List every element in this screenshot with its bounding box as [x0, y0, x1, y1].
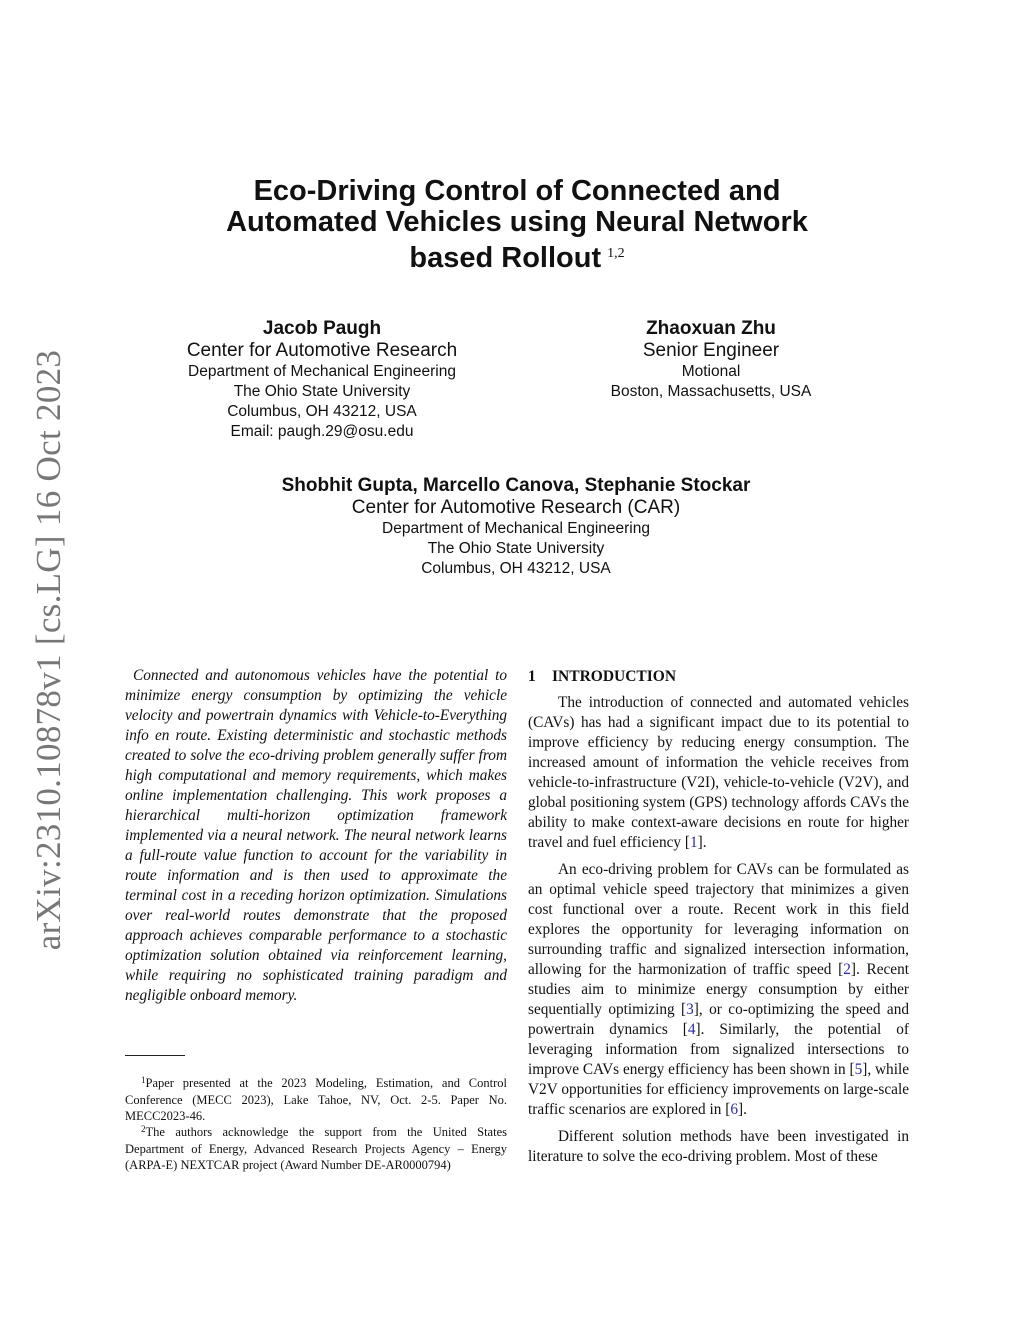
author-name: Zhaoxuan Zhu — [646, 318, 776, 339]
paper-title-line-1: Eco-Driving Control of Connected and — [253, 175, 781, 207]
footnote-rule — [125, 1055, 185, 1056]
author-block-group — [200, 475, 832, 579]
author-affiliation: Center for Automotive Research (CAR) — [351, 497, 681, 518]
footnote-2 — [125, 1121, 507, 1174]
text-run: ], or co-optimizing the speed and powertrain dynamics [ — [528, 1001, 909, 1038]
citation-link[interactable]: 3 — [686, 1001, 694, 1018]
text-run: ]. — [697, 834, 707, 851]
paper-title-line-3-text: based Rollout — [409, 242, 602, 274]
title-footnote-marks: 1,2 — [607, 246, 625, 261]
author-university: The Ohio State University — [427, 540, 605, 557]
section-heading — [528, 668, 676, 686]
intro-paragraph-1 — [528, 693, 909, 853]
text-run: ]. — [737, 1101, 747, 1118]
arxiv-identifier-text: arXiv:2310.10878v1 [cs.LG] 16 Oct 2023 — [29, 349, 69, 951]
paper-title-line-3 — [160, 238, 874, 274]
author-university: The Ohio State University — [233, 383, 411, 400]
author-email: Email: paugh.29@osu.edu — [230, 423, 414, 440]
author-location: Columbus, OH 43212, USA — [227, 403, 417, 420]
text-run: The introduction of connected and automated vehicles (CAVs) has had a significant impact due to its potential to improve efficiency by reducing energy consumption. The increased amount of information the vehicle receives from vehicle-to-infrastructure (V2I), vehicle-to-vehicle (V2V), and global positioning system (GPS) technology affords CAVs the ability to make context-aware decisions en route for higher travel and fuel efficiency [ — [528, 694, 909, 851]
intro-paragraph-3: Different solution methods have been investigated in literature to solve the eco-driving problem. Most of these — [528, 1128, 909, 1165]
arxiv-identifier — [21, 349, 77, 951]
author-title: Senior Engineer — [642, 340, 780, 361]
citation-link[interactable]: 5 — [854, 1061, 863, 1078]
section-number: 1 — [528, 668, 536, 685]
author-location: Boston, Massachusetts, USA — [610, 383, 812, 400]
footnote-text: The authors acknowledge the support from the United States Department of Energy, Advanced Research Projects Agency – Energy (ARPA-E) NEXTCAR project (Award Number DE-AR0000794) — [125, 1125, 507, 1172]
text-run: ], while V2V opportunities for efficiency improvements on large-scale traffic scenarios are explored in [ — [528, 1061, 909, 1118]
author-name: Jacob Paugh — [262, 318, 382, 339]
citation-link[interactable]: 4 — [687, 1021, 696, 1038]
author-location: Columbus, OH 43212, USA — [421, 560, 611, 577]
author-department: Department of Mechanical Engineering — [188, 363, 456, 380]
author-block-paugh — [162, 318, 482, 442]
footnote-1 — [125, 1072, 507, 1125]
citation-link[interactable]: 6 — [730, 1101, 738, 1118]
text-run: An eco-driving problem for CAVs can be formulated as an optimal vehicle speed trajectory that minimizes a given cost functional over a route. Recent work in this field explores the opportunity for leveraging information on surrounding traffic and signalized intersection information, allowing for the harmonization of traffic speed [ — [528, 861, 909, 978]
intro-paragraph-2 — [528, 860, 909, 1120]
citation-link[interactable]: 1 — [689, 834, 698, 851]
author-block-zhu — [570, 318, 852, 402]
footnote-mark: 2 — [141, 1124, 146, 1134]
abstract: Connected and autonomous vehicles have the potential to minimize energy consumption by optimizing the vehicle velocity and powertrain dynamics with Vehicle-to-Everything info en route. Existing deterministic and stochastic methods created to solve the eco-driving problem generally suffer from high computational and memory requirements, which makes online implementation challenging. This work proposes a hierarchical multi-horizon optimization framework implemented via a neural network. The neural network learns a full-route value function to account for the variability in route information and is then used to approximate the terminal cost in a receding horizon optimization. Simulations over real-world routes demonstrate that the proposed approach achieves comparable performance to a stochastic optimization solution obtained via reinforcement learning, while requiring no sophisticated training paradigm and negligible onboard memory. — [125, 667, 507, 1004]
author-names: Shobhit Gupta, Marcello Canova, Stephanie Stockar — [281, 475, 751, 496]
author-affiliation: Center for Automotive Research — [186, 340, 458, 361]
footnote-mark: 1 — [141, 1075, 146, 1085]
section-title: INTRODUCTION — [552, 668, 677, 685]
author-department: Department of Mechanical Engineering — [382, 520, 650, 537]
text-run: ]. Similarly, the potential of leveraging information from signalized intersections to improve CAVs energy efficiency has been shown in [ — [528, 1021, 909, 1078]
footnote-text: Paper presented at the 2023 Modeling, Estimation, and Control Conference (MECC 2023), Lake Tahoe, NV, Oct. 2-5. Paper No. MECC2023-46. — [125, 1076, 507, 1123]
text-run: ]. Recent studies aim to minimize energy consumption by either sequentially optimizing [ — [528, 961, 909, 1018]
paper-title-line-2: Automated Vehicles using Neural Network — [226, 206, 808, 238]
author-company: Motional — [681, 363, 741, 380]
citation-link[interactable]: 2 — [843, 961, 851, 978]
